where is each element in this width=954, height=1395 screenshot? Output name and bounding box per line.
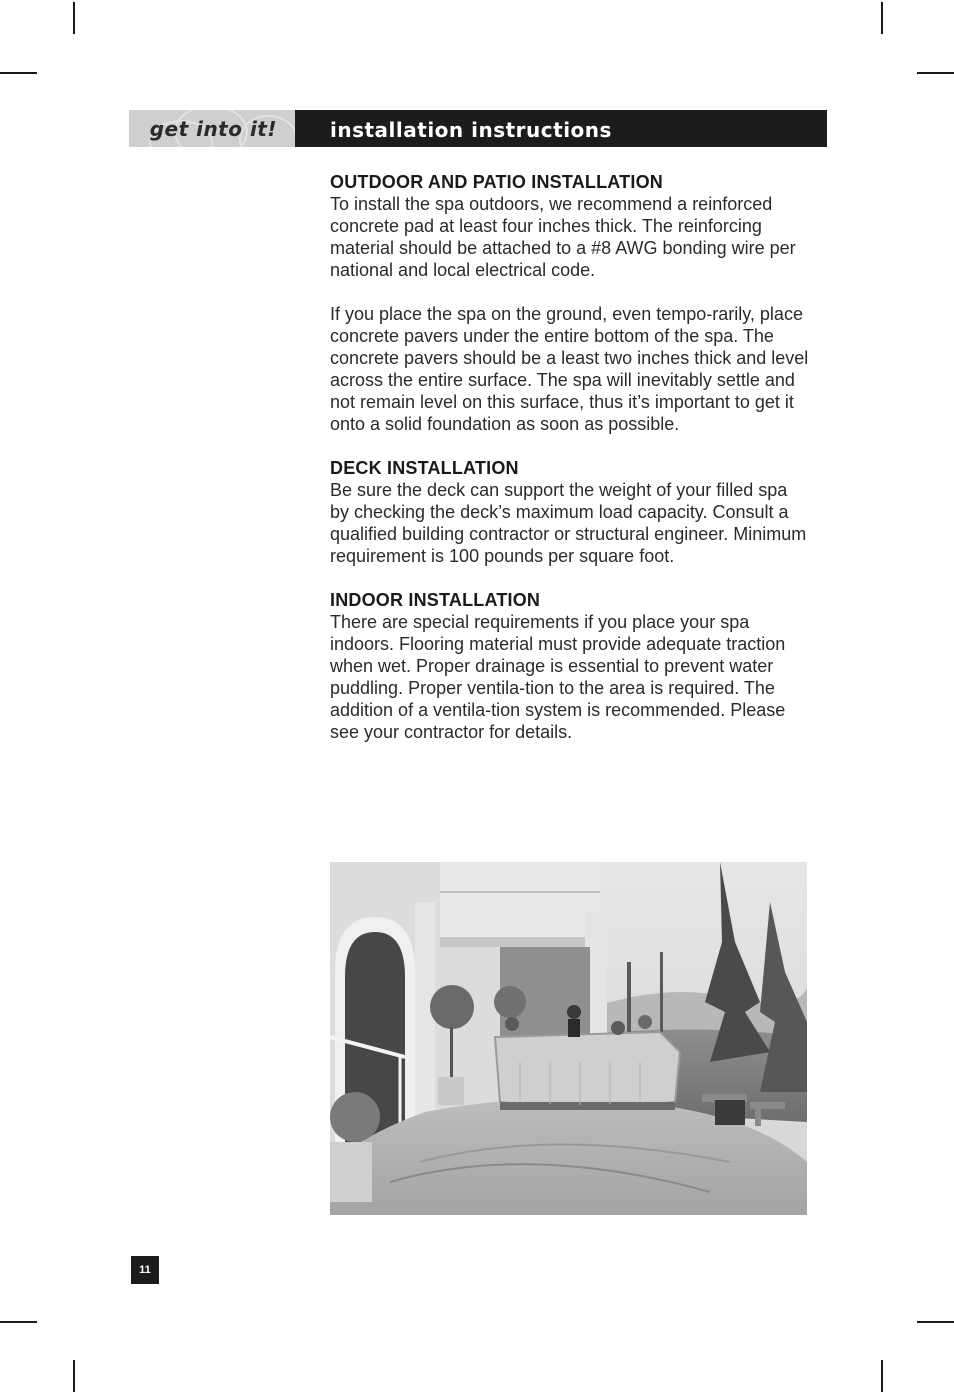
crop-mark [917, 72, 954, 74]
paragraph: To install the spa outdoors, we recommend a reinforced concrete pad at least four inches thick. The reinforcing material should be attached to a #8 AWG bonding wire per national and local electrical code. [330, 194, 796, 280]
header-tab [129, 110, 295, 147]
page-number: 11 [131, 1256, 159, 1284]
crop-mark [0, 1321, 37, 1323]
section-heading: INDOOR INSTALLATION [330, 590, 541, 610]
paragraph: Be sure the deck can support the weight of your filled spa by checking the deck’s maximum load capacity. Consult a qualified building contractor or structural engineer. Minimum requirement is 100 pounds per square foot. [330, 480, 807, 566]
crop-mark [881, 2, 883, 34]
tab-label: get into it! [149, 117, 277, 141]
section-heading: OUTDOOR AND PATIO INSTALLATION [330, 172, 663, 192]
crop-mark [917, 1321, 954, 1323]
instructions-content [330, 171, 810, 765]
paragraph: If you place the spa on the ground, even tempo-rarily, place concrete pavers under the entire bottom of the spa. The concrete pavers should be a least two inches thick and level across the entire surface. The spa will inevitably settle and not remain level on this surface, thus it’s important to get it onto a solid foundation as soon as possible. [330, 304, 809, 434]
section-heading: DECK INSTALLATION [330, 458, 519, 478]
paragraph: There are special requirements if you place your spa indoors. Flooring material must provide adequate traction when wet. Proper drainage is essential to prevent water puddling. Proper ventila-tion to the area is required. The addition of a ventila-tion system is recommended. Please see your contractor for details. [330, 612, 786, 742]
crop-mark [73, 2, 75, 34]
crop-mark [73, 1360, 75, 1392]
crop-mark [0, 72, 37, 74]
section-title-bar [295, 110, 827, 147]
crop-mark [881, 1360, 883, 1392]
section-title: installation instructions [330, 118, 612, 142]
spa-photo [330, 862, 807, 1215]
